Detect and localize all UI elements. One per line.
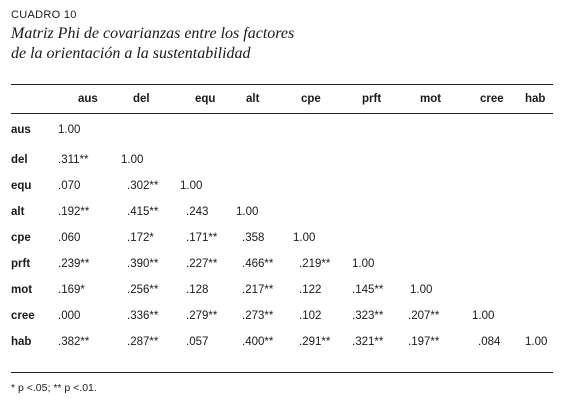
cell-cpe-cree: [472, 225, 525, 251]
cell-cree-cree: 1.00: [472, 310, 495, 322]
cell-mot-equ: .128: [186, 284, 209, 296]
table-row-alt: [11, 199, 553, 225]
row-header-cpe: cpe: [11, 232, 31, 244]
row-header-del: del: [11, 154, 28, 166]
row-header-cree: cree: [11, 310, 35, 322]
column-header-prft: prft: [362, 92, 382, 105]
cell-hab-hab: 1.00: [525, 336, 548, 348]
cell-mot-mot: 1.00: [410, 284, 433, 296]
cell-prft-equ: .227**: [186, 258, 218, 270]
cell-del-aus: .311**: [58, 154, 89, 166]
cell-prft-mot: [408, 251, 472, 277]
table-title-line-1: Matriz Phi de covarianzas entre los factores: [11, 25, 295, 42]
cell-del-cpe: [291, 147, 352, 173]
cell-alt-cree: [472, 199, 525, 225]
table-row-mot: [11, 277, 553, 303]
cell-prft-alt: .466**: [242, 258, 274, 270]
cell-alt-aus: .192**: [58, 206, 90, 218]
cell-cpe-cpe: 1.00: [293, 232, 316, 244]
cell-aus-aus: 1.00: [58, 124, 81, 136]
column-header-hab: hab: [525, 92, 546, 105]
cell-alt-cpe: [291, 199, 352, 225]
cell-mot-cree: [472, 277, 525, 303]
column-header-cpe: cpe: [301, 92, 321, 105]
cell-equ-prft: [352, 173, 408, 199]
cell-del-prft: [352, 147, 408, 173]
cell-del-equ: [180, 147, 236, 173]
cell-prft-cpe: .219**: [299, 258, 331, 270]
cell-hab-mot: .197**: [408, 336, 440, 348]
cell-equ-del: .302**: [127, 180, 159, 192]
column-header-alt: alt: [246, 92, 260, 105]
cell-cpe-prft: [352, 225, 408, 251]
significance-note: * p <.05; ** p <.01.: [11, 382, 97, 394]
header-row: [11, 84, 553, 113]
cell-cpe-mot: [408, 225, 472, 251]
header-corner: [11, 84, 58, 113]
cell-del-alt: [236, 147, 291, 173]
row-header-alt: alt: [11, 206, 25, 218]
cell-del-del: 1.00: [121, 154, 144, 166]
cell-hab-aus: .382**: [58, 336, 90, 348]
table-row-prft: [11, 251, 553, 277]
cell-prft-del: .390**: [127, 258, 159, 270]
row-header-aus: aus: [11, 124, 31, 136]
cell-cpe-aus: .060: [58, 232, 81, 244]
cell-hab-prft: .321**: [352, 336, 384, 348]
cell-hab-cree: .084: [478, 336, 501, 348]
cell-cree-del: .336**: [127, 310, 159, 322]
cell-hab-del: .287**: [127, 336, 159, 348]
cell-alt-alt: 1.00: [236, 206, 259, 218]
cell-del-hab: [525, 147, 553, 173]
cell-mot-hab: [525, 277, 553, 303]
table-title-line-2: de la orientación a la sustentabilidad: [11, 45, 251, 62]
cell-prft-aus: .239**: [58, 258, 90, 270]
cell-cree-cpe: .102: [299, 310, 322, 322]
cell-cree-prft: .323**: [352, 310, 384, 322]
cell-cpe-hab: [525, 225, 553, 251]
cell-aus-cree: [472, 113, 525, 147]
cell-alt-equ: .243: [186, 206, 209, 218]
row-header-prft: prft: [11, 258, 31, 270]
cell-equ-hab: [525, 173, 553, 199]
cell-hab-alt: .400**: [242, 336, 274, 348]
cell-hab-cpe: .291**: [299, 336, 331, 348]
cell-del-cree: [472, 147, 525, 173]
cell-cpe-del: .172*: [127, 232, 154, 244]
cell-aus-alt: [236, 113, 291, 147]
column-header-aus: aus: [78, 92, 98, 105]
table-row-del: [11, 147, 553, 173]
row-header-hab: hab: [11, 336, 32, 348]
cell-aus-hab: [525, 113, 553, 147]
cell-aus-equ: [180, 113, 236, 147]
cell-equ-mot: [408, 173, 472, 199]
cell-equ-aus: .070: [58, 180, 81, 192]
bottom-rule: [11, 372, 553, 373]
cell-aus-cpe: [291, 113, 352, 147]
cell-cree-hab: [525, 303, 553, 329]
table-row-cree: [11, 303, 553, 329]
cell-cree-mot: .207**: [408, 310, 440, 322]
cell-mot-prft: .145**: [352, 284, 384, 296]
cell-hab-equ: .057: [186, 336, 209, 348]
cell-equ-alt: [236, 173, 291, 199]
table-body: [11, 113, 553, 355]
cell-cpe-equ: .171**: [186, 232, 218, 244]
cell-equ-cpe: [291, 173, 352, 199]
cell-mot-cpe: .122: [299, 284, 322, 296]
cell-prft-hab: [525, 251, 553, 277]
row-header-mot: mot: [11, 284, 33, 296]
cell-equ-equ: 1.00: [180, 180, 203, 192]
cell-aus-del: [121, 113, 180, 147]
cell-alt-hab: [525, 199, 553, 225]
table-row-hab: [11, 329, 553, 355]
cell-equ-cree: [472, 173, 525, 199]
cell-prft-prft: 1.00: [352, 258, 375, 270]
row-header-equ: equ: [11, 180, 32, 192]
cell-mot-aus: .169*: [58, 284, 85, 296]
cell-cree-equ: .279**: [186, 310, 218, 322]
cell-del-mot: [408, 147, 472, 173]
cell-aus-prft: [352, 113, 408, 147]
cell-cree-alt: .273**: [242, 310, 274, 322]
cell-mot-alt: .217**: [242, 284, 274, 296]
covariance-matrix-table: [11, 84, 553, 355]
cell-cree-aus: .000: [58, 310, 81, 322]
cell-mot-del: .256**: [127, 284, 159, 296]
cell-alt-del: .415**: [127, 206, 159, 218]
column-header-cree: cree: [480, 92, 504, 105]
cell-alt-prft: [352, 199, 408, 225]
cell-cpe-alt: .358: [242, 232, 265, 244]
table-row-cpe: [11, 225, 553, 251]
column-header-mot: mot: [420, 92, 442, 105]
cell-prft-cree: [472, 251, 525, 277]
table-row-equ: [11, 173, 553, 199]
table-label: CUADRO 10: [11, 9, 77, 21]
column-header-equ: equ: [195, 92, 216, 105]
column-header-del: del: [133, 92, 150, 105]
table-row-aus: [11, 113, 553, 147]
cell-aus-mot: [408, 113, 472, 147]
cell-alt-mot: [408, 199, 472, 225]
